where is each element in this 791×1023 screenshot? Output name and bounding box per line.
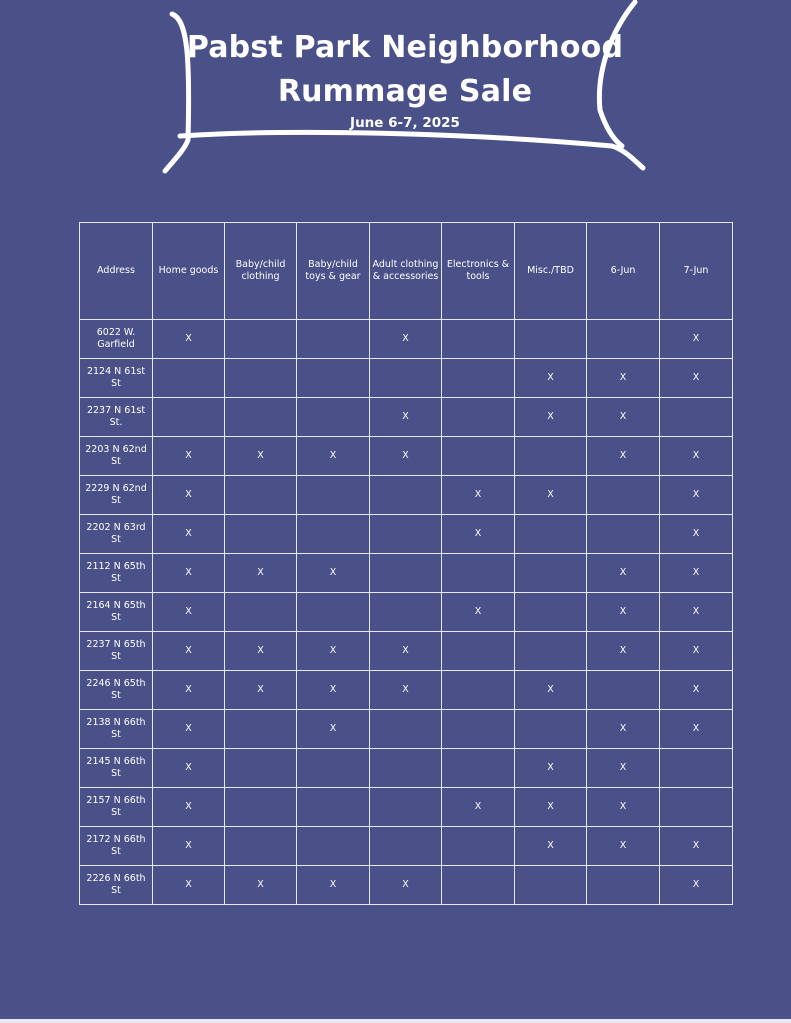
category-cell: X — [515, 359, 587, 398]
category-cell — [370, 476, 442, 515]
category-cell — [225, 398, 297, 437]
address-cell: 6022 W. Garfield — [80, 320, 153, 359]
category-cell: X — [515, 788, 587, 827]
category-cell: X — [442, 788, 515, 827]
column-header: Home goods — [153, 223, 225, 320]
page-bottom-edge — [0, 1019, 791, 1023]
category-cell — [370, 788, 442, 827]
category-cell: X — [225, 866, 297, 905]
category-cell — [515, 632, 587, 671]
category-cell — [225, 515, 297, 554]
category-cell — [442, 827, 515, 866]
table-row — [80, 632, 733, 671]
category-cell — [442, 632, 515, 671]
address-cell: 2237 N 65th St — [80, 632, 153, 671]
category-cell — [370, 710, 442, 749]
category-cell: X — [442, 476, 515, 515]
address-cell: 2164 N 65th St — [80, 593, 153, 632]
category-cell — [153, 398, 225, 437]
category-cell — [297, 398, 370, 437]
category-cell: X — [587, 632, 660, 671]
category-cell: X — [370, 671, 442, 710]
category-cell — [442, 398, 515, 437]
category-cell: X — [587, 437, 660, 476]
address-cell: 2145 N 66th St — [80, 749, 153, 788]
category-cell — [515, 515, 587, 554]
table-row — [80, 593, 733, 632]
column-header: Electronics & tools — [442, 223, 515, 320]
category-cell — [587, 320, 660, 359]
category-cell — [442, 866, 515, 905]
category-cell: X — [297, 437, 370, 476]
category-cell: X — [153, 632, 225, 671]
category-cell: X — [225, 437, 297, 476]
category-cell — [297, 788, 370, 827]
category-cell: X — [153, 710, 225, 749]
category-cell: X — [153, 593, 225, 632]
category-cell — [515, 320, 587, 359]
category-cell — [660, 749, 733, 788]
table-row — [80, 827, 733, 866]
category-cell: X — [587, 554, 660, 593]
category-cell: X — [297, 866, 370, 905]
category-cell — [515, 866, 587, 905]
address-cell: 2229 N 62nd St — [80, 476, 153, 515]
column-header: Misc./TBD — [515, 223, 587, 320]
category-cell — [225, 359, 297, 398]
category-cell: X — [225, 554, 297, 593]
category-cell: X — [297, 632, 370, 671]
category-cell — [515, 593, 587, 632]
category-cell: X — [153, 320, 225, 359]
category-cell — [515, 710, 587, 749]
category-cell: X — [370, 320, 442, 359]
table-body — [80, 320, 733, 905]
table-row — [80, 515, 733, 554]
category-cell: X — [153, 827, 225, 866]
category-cell: X — [587, 788, 660, 827]
column-header: Baby/child toys & gear — [297, 223, 370, 320]
category-cell — [225, 320, 297, 359]
category-cell: X — [587, 827, 660, 866]
table-row — [80, 398, 733, 437]
table-row — [80, 437, 733, 476]
category-cell — [370, 359, 442, 398]
category-cell — [297, 320, 370, 359]
address-cell: 2112 N 65th St — [80, 554, 153, 593]
category-cell: X — [153, 476, 225, 515]
category-cell: X — [660, 710, 733, 749]
table-row — [80, 554, 733, 593]
column-header: 7-Jun — [660, 223, 733, 320]
category-cell — [370, 515, 442, 554]
category-cell: X — [660, 827, 733, 866]
column-header: Baby/child clothing — [225, 223, 297, 320]
category-cell: X — [370, 866, 442, 905]
category-cell: X — [660, 359, 733, 398]
category-cell: X — [515, 476, 587, 515]
table-row — [80, 788, 733, 827]
category-cell: X — [153, 515, 225, 554]
address-cell: 2226 N 66th St — [80, 866, 153, 905]
category-cell — [225, 749, 297, 788]
category-cell: X — [225, 632, 297, 671]
category-cell: X — [153, 671, 225, 710]
category-cell — [225, 827, 297, 866]
column-header: Adult clothing & accessories — [370, 223, 442, 320]
page-title-line-1: Pabst Park Neighborhood — [186, 30, 624, 65]
category-cell — [370, 554, 442, 593]
category-cell — [297, 827, 370, 866]
category-cell — [297, 476, 370, 515]
category-cell: X — [515, 749, 587, 788]
address-cell: 2172 N 66th St — [80, 827, 153, 866]
category-cell: X — [660, 632, 733, 671]
category-cell — [442, 359, 515, 398]
category-cell: X — [660, 671, 733, 710]
category-cell — [587, 671, 660, 710]
category-cell: X — [153, 788, 225, 827]
category-cell — [587, 476, 660, 515]
category-cell: X — [587, 398, 660, 437]
category-cell: X — [297, 710, 370, 749]
category-cell — [225, 593, 297, 632]
table-row — [80, 359, 733, 398]
column-header: 6-Jun — [587, 223, 660, 320]
category-cell — [442, 554, 515, 593]
address-cell: 2157 N 66th St — [80, 788, 153, 827]
column-header: Address — [80, 223, 153, 320]
address-cell: 2138 N 66th St — [80, 710, 153, 749]
category-cell: X — [660, 320, 733, 359]
category-cell: X — [442, 593, 515, 632]
table-row — [80, 671, 733, 710]
category-cell: X — [297, 554, 370, 593]
category-cell — [225, 710, 297, 749]
category-cell: X — [515, 671, 587, 710]
category-cell: X — [153, 554, 225, 593]
category-cell — [370, 827, 442, 866]
category-cell: X — [660, 554, 733, 593]
category-cell — [297, 593, 370, 632]
category-cell: X — [587, 359, 660, 398]
category-cell — [515, 437, 587, 476]
page-title-line-2: Rummage Sale — [277, 74, 533, 109]
category-cell — [153, 359, 225, 398]
category-cell — [370, 593, 442, 632]
category-cell — [297, 749, 370, 788]
table-row — [80, 866, 733, 905]
category-cell — [442, 710, 515, 749]
category-cell: X — [225, 671, 297, 710]
address-cell: 2237 N 61st St. — [80, 398, 153, 437]
category-cell: X — [660, 476, 733, 515]
rummage-sale-table — [79, 222, 733, 905]
category-cell — [515, 554, 587, 593]
category-cell — [225, 788, 297, 827]
category-cell: X — [515, 827, 587, 866]
sale-dates: June 6-7, 2025 — [350, 115, 460, 131]
category-cell: X — [153, 437, 225, 476]
category-cell — [225, 476, 297, 515]
category-cell — [442, 320, 515, 359]
category-cell: X — [442, 515, 515, 554]
address-cell: 2124 N 61st St — [80, 359, 153, 398]
category-cell: X — [660, 866, 733, 905]
category-cell: X — [370, 398, 442, 437]
category-cell: X — [370, 437, 442, 476]
category-cell — [587, 866, 660, 905]
table-row — [80, 749, 733, 788]
category-cell — [660, 788, 733, 827]
category-cell: X — [587, 749, 660, 788]
address-cell: 2202 N 63rd St — [80, 515, 153, 554]
address-cell: 2246 N 65th St — [80, 671, 153, 710]
category-cell: X — [515, 398, 587, 437]
category-cell: X — [370, 632, 442, 671]
category-cell: X — [587, 710, 660, 749]
category-cell: X — [153, 866, 225, 905]
address-cell: 2203 N 62nd St — [80, 437, 153, 476]
title-block — [160, 26, 650, 132]
table-row — [80, 320, 733, 359]
category-cell — [442, 749, 515, 788]
category-cell — [297, 515, 370, 554]
table-header-row — [80, 223, 733, 320]
category-cell: X — [587, 593, 660, 632]
category-cell — [442, 671, 515, 710]
category-cell — [442, 437, 515, 476]
category-cell: X — [153, 749, 225, 788]
table-row — [80, 476, 733, 515]
category-cell: X — [297, 671, 370, 710]
table-row — [80, 710, 733, 749]
category-cell — [587, 515, 660, 554]
category-cell — [297, 359, 370, 398]
category-cell — [370, 749, 442, 788]
category-cell: X — [660, 437, 733, 476]
category-cell: X — [660, 593, 733, 632]
category-cell: X — [660, 515, 733, 554]
category-cell — [660, 398, 733, 437]
